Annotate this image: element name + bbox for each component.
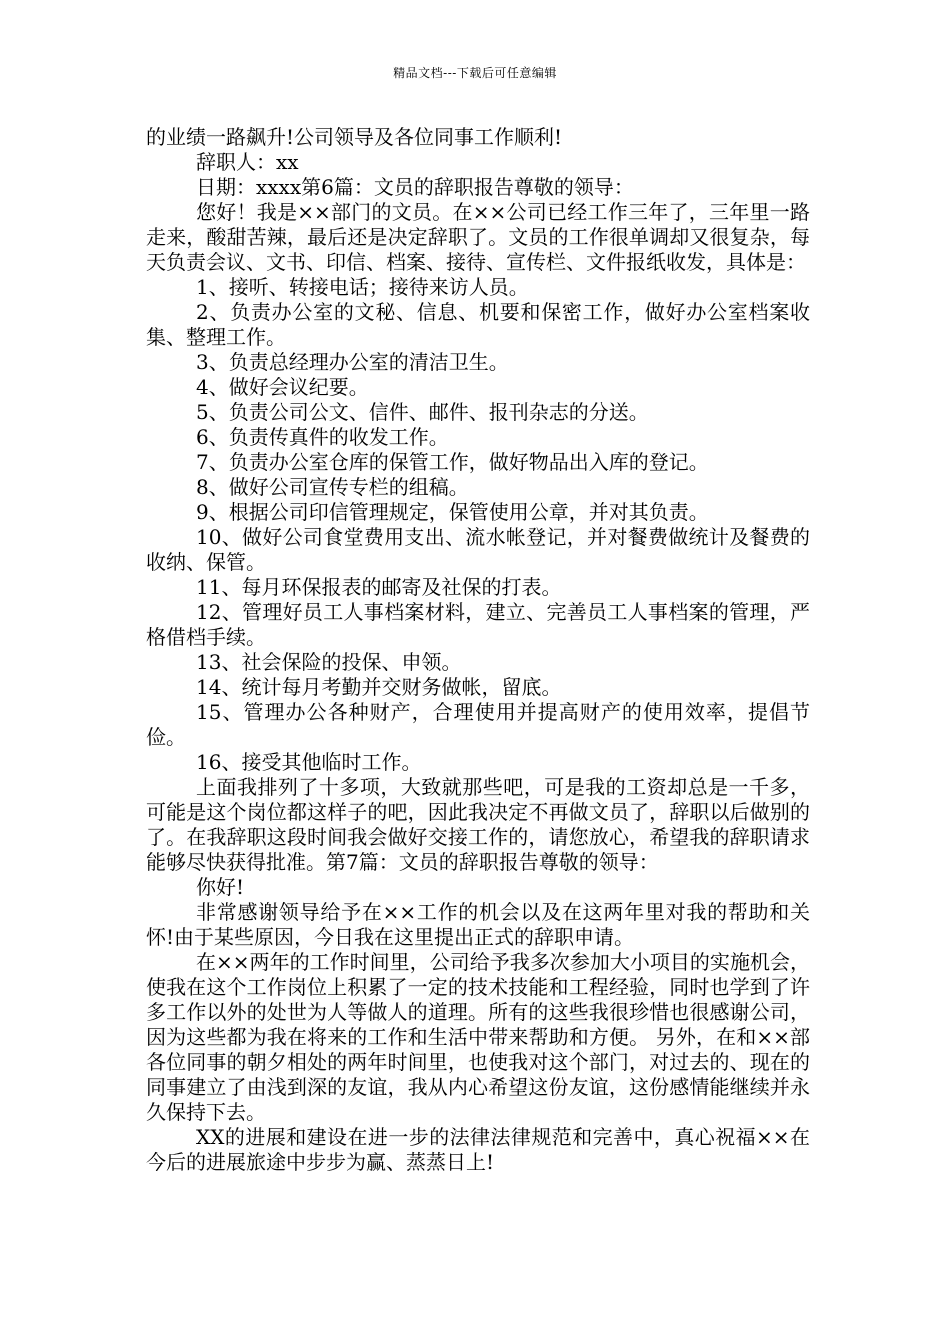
paragraph: 15、管理办公各种财产，合理使用并提高财产的使用效率，提倡节俭。: [146, 700, 810, 749]
paragraph: 7、负责办公室仓库的保管工作，做好物品出入库的登记。: [196, 450, 709, 474]
paragraph: 日期：xxxx第6篇：文员的辞职报告尊敬的领导：: [196, 175, 634, 199]
paragraph: 10、做好公司食堂费用支出、流水帐登记，并对餐费做统计及餐费的收纳、保管。: [146, 525, 810, 574]
paragraph: 12、管理好员工人事档案材料，建立、完善员工人事档案的管理，严格借档手续。: [146, 600, 810, 649]
paragraph: 你好!: [196, 875, 245, 899]
paragraph: 4、做好会议纪要。: [196, 375, 369, 399]
paragraph: 9、根据公司印信管理规定，保管使用公章，并对其负责。: [196, 500, 709, 524]
paragraph: 辞职人：xx: [196, 150, 299, 174]
paragraph: 的业绩一路飙升!公司领导及各位同事工作顺利!: [146, 125, 563, 149]
page-header: 精品文档---下载后可任意编辑: [393, 66, 557, 80]
paragraph: 2、负责办公室的文秘、信息、机要和保密工作，做好办公室档案收集、整理工作。: [146, 300, 810, 349]
document-body: [146, 125, 810, 1175]
paragraph: 16、接受其他临时工作。: [196, 750, 422, 774]
paragraph: 1、接听、转接电话；接待来访人员。: [196, 275, 529, 299]
paragraph: 您好！我是××部门的文员。在××公司已经工作三年了，三年里一路走来，酸甜苦辣，最后还是决定辞职了。文员的工作很单调却又很复杂，每天负责会议、文书、印信、档案、接待、宣传栏、文件报纸收发，具体是：: [146, 200, 810, 274]
paragraph: 6、负责传真件的收发工作。: [196, 425, 449, 449]
paragraph: 在××两年的工作时间里，公司给予我多次参加大小项目的实施机会，使我在这个工作岗位上积累了一定的技术技能和工程经验，同时也学到了许多工作以外的处世为人等做人的道理。所有的这些我很珍惜也很感谢公司，因为这些都为我在将来的工作和生活中带来帮助和方便。 另外，在和××部各位同事的朝夕相处的两年时间里，也使我对这个部门，对过去的、现在的同事建立了由浅到深的友谊，我从内心希望这份友谊，这份感情能继续并永久保持下去。: [146, 950, 810, 1124]
paragraph: 11、每月环保报表的邮寄及社保的打表。: [196, 575, 562, 599]
paragraph: 非常感谢领导给予在××工作的机会以及在这两年里对我的帮助和关怀!由于某些原因，今日我在这里提出正式的辞职申请。: [146, 900, 810, 949]
paragraph: 5、负责公司公文、信件、邮件、报刊杂志的分送。: [196, 400, 649, 424]
paragraph: 3、负责总经理办公室的清洁卫生。: [196, 350, 509, 374]
paragraph: 13、社会保险的投保、申领。: [196, 650, 462, 674]
paragraph: 8、做好公司宣传专栏的组稿。: [196, 475, 469, 499]
paragraph: 上面我排列了十多项，大致就那些吧，可是我的工资却总是一千多，可能是这个岗位都这样子的吧，因此我决定不再做文员了，辞职以后做别的了。在我辞职这段时间我会做好交接工作的，请您放心，希望我的辞职请求能够尽快获得批准。第7篇：文员的辞职报告尊敬的领导：: [146, 775, 810, 874]
paragraph: XX的进展和建设在进一步的法律法律规范和完善中，真心祝福××在今后的进展旅途中步步为赢、蒸蒸日上!: [146, 1125, 810, 1174]
paragraph: 14、统计每月考勤并交财务做帐，留底。: [196, 675, 562, 699]
